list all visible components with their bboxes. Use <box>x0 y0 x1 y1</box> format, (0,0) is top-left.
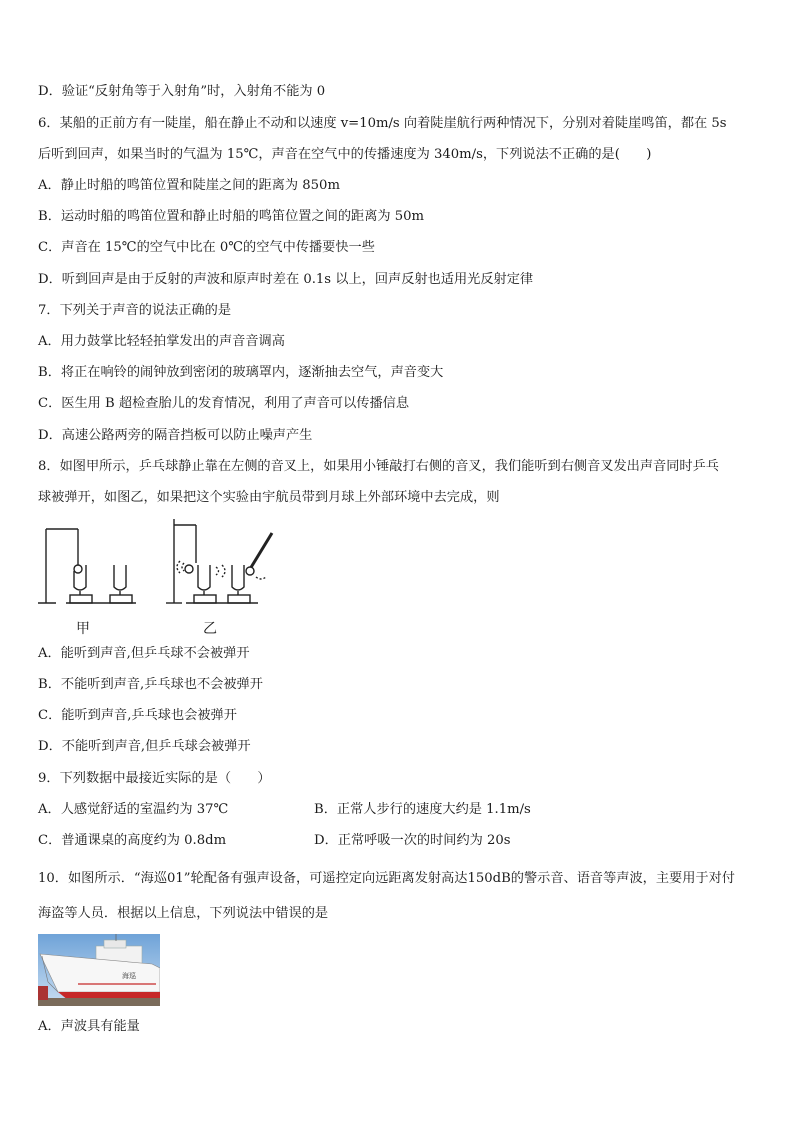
line-4: A．静止时船的鸣笛位置和陡崖之间的距离为 850m <box>38 178 340 193</box>
line-1: D．验证“反射角等于入射角”时，入射角不能为 0 <box>38 84 326 99</box>
figure-tuning-forks <box>36 515 286 615</box>
line-17: C．能听到声音,乒乓球也会被弹开 <box>38 708 237 723</box>
line-14: 球被弹开，如图乙，如果把这个实验由宇航员带到月球上外部环境中去完成，则 <box>38 490 500 505</box>
line-2: 6．某船的正前方有一陡崖，船在静止不动和以速度 v=10m/s 向着陡崖航行两种情况下，分别对着陡崖鸣笛，都在 5s <box>38 116 727 131</box>
line-6: C．声音在 15℃的空气中比在 0℃的空气中传播要快一些 <box>38 240 375 255</box>
line-9: A．用力鼓掌比轻轻拍掌发出的声音音调高 <box>38 334 285 349</box>
line-5: B．运动时船的鸣笛位置和静止时船的鸣笛位置之间的距离为 50m <box>38 209 425 224</box>
q9-option-b: B．正常人步行的速度大约是 1.1m/s <box>314 802 531 817</box>
q9-option-c: C．普通课桌的高度约为 0.8dm <box>38 833 227 848</box>
ship-name-text: 海巡 <box>122 972 136 980</box>
q9-option-d: D．正常呼吸一次的时间约为 20s <box>314 833 511 848</box>
line-3: 后听到回声，如果当时的气温为 15℃，声音在空气中的传播速度为 340m/s，下列说法不正确的是( ) <box>38 147 652 162</box>
line-15: A．能听到声音,但乒乓球不会被弹开 <box>38 646 250 661</box>
q10-line-1: 10．如图所示．“海巡01”轮配备有强声设备，可遥控定向远距离发射高达150dB的警示音、语音等声波，主要用于对付 <box>38 871 735 886</box>
line-18: D．不能听到声音,但乒乓球会被弹开 <box>38 739 251 754</box>
line-19: 9．下列数据中最接近实际的是（ ） <box>38 771 271 786</box>
line-8: 7．下列关于声音的说法正确的是 <box>38 303 232 318</box>
q9-option-a: A．人感觉舒适的室温约为 37℃ <box>38 802 229 817</box>
q10-line-2: 海盗等人员．根据以上信息，下列说法中错误的是 <box>38 906 329 921</box>
figure-label-right: 乙 <box>203 621 217 637</box>
ship-photo <box>38 934 160 1006</box>
line-16: B．不能听到声音,乒乓球也不会被弹开 <box>38 677 263 692</box>
line-7: D．听到回声是由于反射的声波和原声时差在 0.1s 以上，回声反射也适用光反射定律 <box>38 272 534 287</box>
line-13: 8．如图甲所示，乒乓球静止靠在左侧的音叉上，如果用小锤敲打右侧的音叉，我们能听到右侧音叉发出声音同时乒乓 <box>38 459 719 474</box>
line-11: C．医生用 B 超检查胎儿的发育情况，利用了声音可以传播信息 <box>38 396 410 411</box>
line-12: D．高速公路两旁的隔音挡板可以防止噪声产生 <box>38 428 313 443</box>
line-10: B．将正在响铃的闹钟放到密闭的玻璃罩内，逐渐抽去空气，声音变大 <box>38 365 444 380</box>
q10-option-a: A．声波具有能量 <box>38 1019 140 1034</box>
figure-label-left: 甲 <box>76 621 90 637</box>
